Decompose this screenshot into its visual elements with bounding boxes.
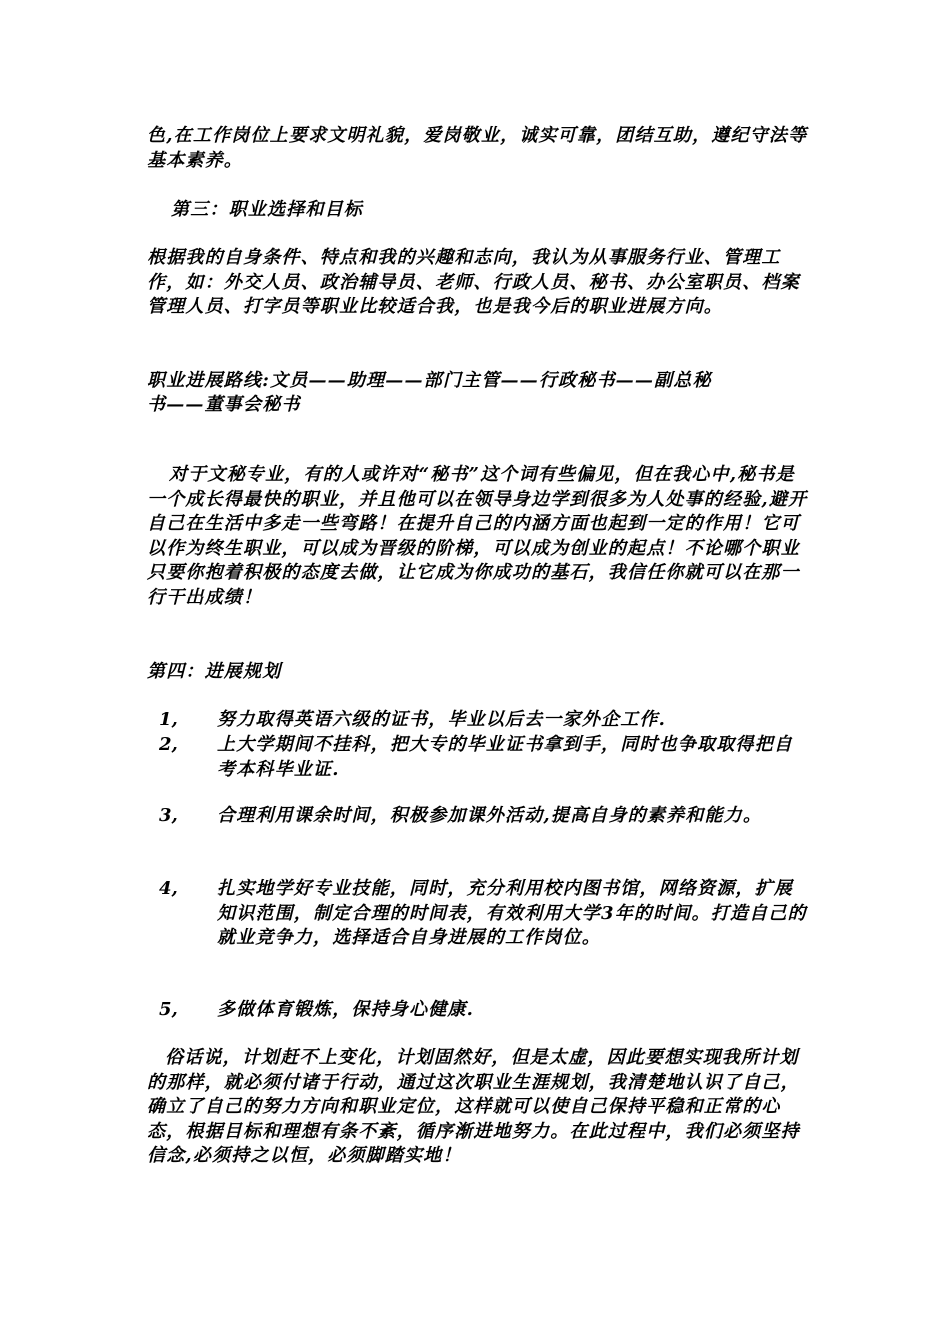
plan-item-number: 2,	[159, 734, 178, 755]
plan-item-number: 3,	[159, 805, 178, 826]
section3-paragraph: 根据我的自身条件、特点和我的兴趣和志向，我认为从事服务行业、管理工作，如：外交人员、政治辅导员、老师、行政人员、秘书、办公室职员、档案管理人员、打字员等职业比较适合我，也是我今后的职业进展方向。	[147, 247, 800, 317]
section3-heading: 第三：职业选择和目标	[171, 199, 363, 220]
plan-item-number: 5,	[159, 999, 178, 1020]
plan-item-text: 努力取得英语六级的证书，毕业以后去一家外企工作.	[217, 709, 667, 730]
plan-item-number: 4,	[159, 878, 178, 899]
plan-item-text: 合理利用课余时间，积极参加课外活动,提高自身的素养和能力。	[217, 805, 763, 826]
secretary-paragraph: 对于文秘专业，有的人或许对“秘书”这个词有些偏见，但在我心中,秘书是一个成长得最快的职业，并且他可以在领导身边学到很多为人处事的经验,避开自己在生活中多走一些弯路！在提升自己的内涵方面也起到一定的作用！它可以作为终生职业，可以成为晋级的阶梯，可以成为创业的起点！不论哪个职业只要你抱着积极的态度去做，让它成为你成功的基石，我信任你就可以在那一行干出成绩！	[147, 464, 808, 608]
section4-heading: 第四：进展规划	[147, 661, 282, 682]
career-path-line2: 书——董事会秘书	[147, 394, 301, 415]
intro-paragraph: 色,在工作岗位上要求文明礼貌，爱岗敬业，诚实可靠，团结互助，遵纪守法等基本素养。	[147, 125, 808, 171]
career-path-line1: 职业进展路线:文员——助理——部门主管——行政秘书——副总秘	[147, 370, 712, 391]
plan-item-number: 1,	[159, 709, 178, 730]
closing-paragraph: 俗话说，计划赶不上变化，计划固然好，但是太虚，因此要想实现我所计划的那样，就必须付诸于行动，通过这次职业生涯规划，我清楚地认识了自己，确立了自己的努力方向和职业定位，这样就可以使自己保持平稳和正常的心态，根据目标和理想有条不紊，循序渐进地努力。在此过程中，我们必须坚持信念,必须持之以恒，必须脚踏实地！	[147, 1047, 800, 1166]
plan-item-text: 上大学期间不挂科，把大专的毕业证书拿到手，同时也争取取得把自考本科毕业证.	[217, 734, 793, 780]
plan-item-text: 多做体育锻炼，保持身心健康.	[217, 999, 475, 1020]
plan-item-text: 扎实地学好专业技能，同时，充分利用校内图书馆，网络资源，扩展知识范围，制定合理的时间表，有效利用大学3年的时间。打造自己的就业竞争力，选择适合自身进展的工作岗位。	[217, 878, 807, 948]
